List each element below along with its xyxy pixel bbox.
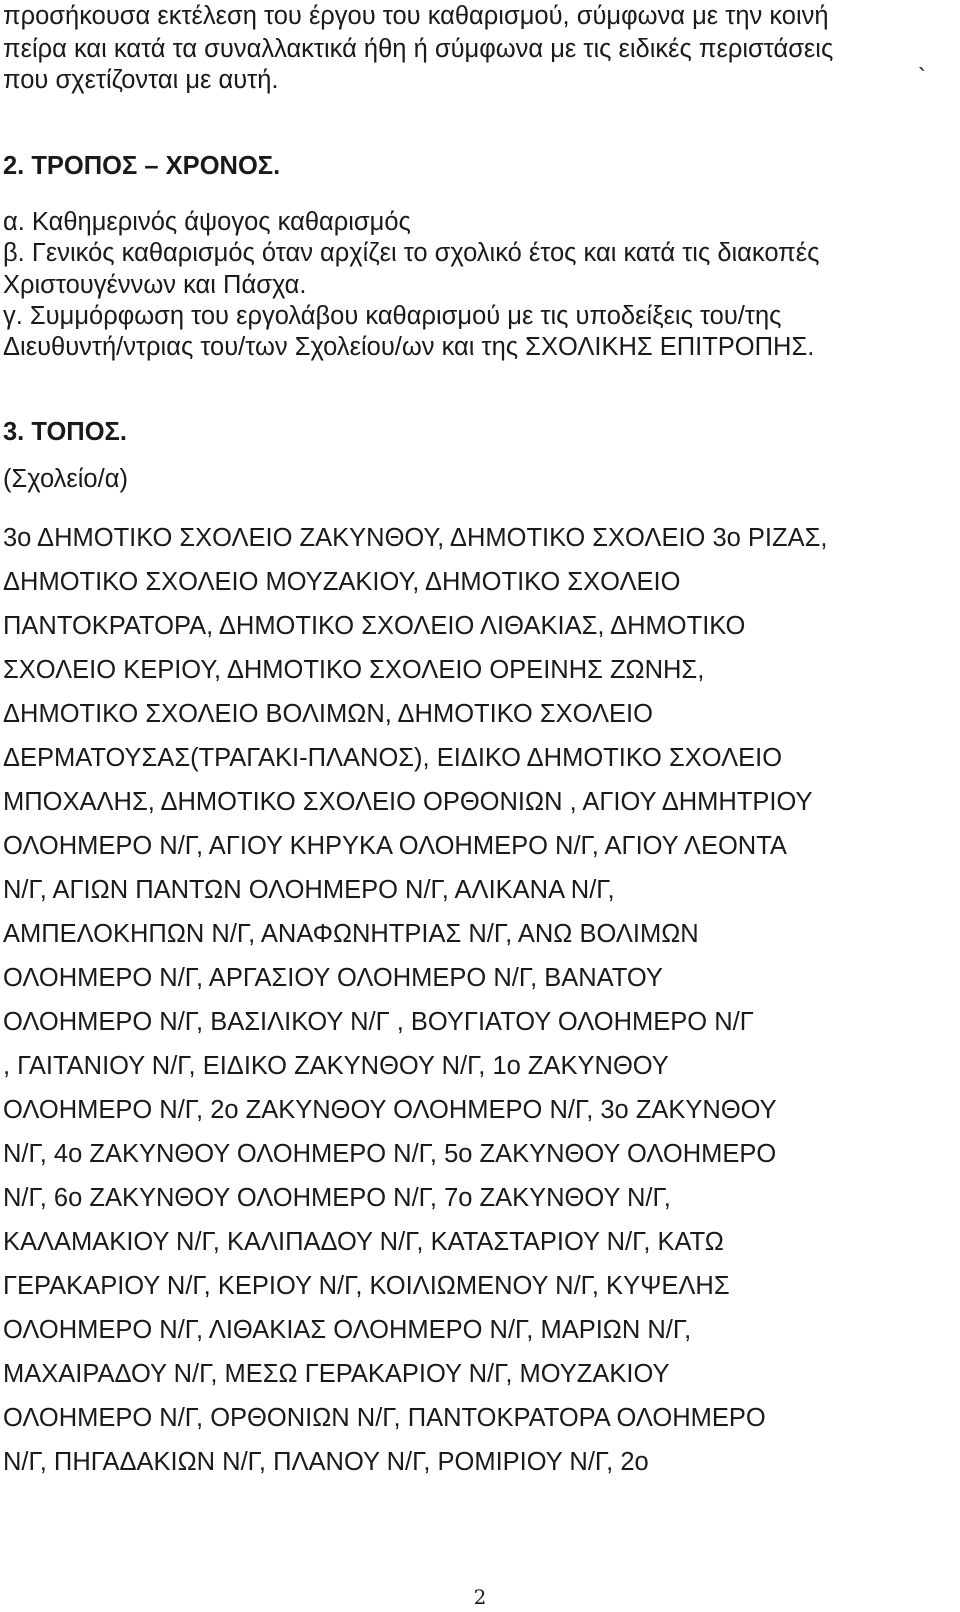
school-list-line: Ν/Γ, ΠΗΓΑΔΑΚΙΩΝ Ν/Γ, ΠΛΑΝΟΥ Ν/Γ, ΡΟΜΙΡΙΟΥ Ν/Γ, 2ο (3, 1448, 649, 1476)
school-list-line: , ΓΑΙΤΑΝΙΟΥ Ν/Γ, ΕΙΔΙΚΟ ΖΑΚΥΝΘΟΥ Ν/Γ, 1ο ΖΑΚΥΝΘΟΥ (3, 1052, 669, 1080)
intro-line-2: πείρα και κατά τα συναλλακτικά ήθη ή σύμφωνα με τις ειδικές περιστάσεις (3, 35, 834, 63)
school-list-line: ΑΜΠΕΛΟΚΗΠΩΝ Ν/Γ, ΑΝΑΦΩΝΗΤΡΙΑΣ Ν/Γ, ΑΝΩ ΒΟΛΙΜΩΝ (3, 920, 699, 948)
school-list-line: Ν/Γ, 6ο ΖΑΚΥΝΘΟΥ ΟΛΟΗΜΕΡΟ Ν/Γ, 7ο ΖΑΚΥΝΘΟΥ Ν/Γ, (3, 1184, 671, 1212)
school-list-line: ΜΑΧΑΙΡΑΔΟΥ Ν/Γ, ΜΕΣΩ ΓΕΡΑΚΑΡΙΟΥ Ν/Γ, ΜΟΥΖΑΚΙΟΥ (3, 1360, 670, 1388)
school-list-line: ΜΠΟΧΑΛΗΣ, ΔΗΜΟΤΙΚΟ ΣΧΟΛΕΙΟ ΟΡΘΟΝΙΩΝ , ΑΓΙΟΥ ΔΗΜΗΤΡΙΟΥ (3, 788, 813, 816)
section-2-line-1: α. Καθημερινός άψογος καθαρισμός (3, 208, 411, 236)
section-3-heading: 3. ΤΟΠΟΣ. (3, 418, 127, 446)
stray-mark: ` (918, 64, 926, 91)
school-list-line: ΟΛΟΗΜΕΡΟ Ν/Γ, ΛΙΘΑΚΙΑΣ ΟΛΟΗΜΕΡΟ Ν/Γ, ΜΑΡΙΩΝ Ν/Γ, (3, 1316, 692, 1344)
school-list-line: ΟΛΟΗΜΕΡΟ Ν/Γ, ΑΡΓΑΣΙΟΥ ΟΛΟΗΜΕΡΟ Ν/Γ, ΒΑΝΑΤΟΥ (3, 964, 663, 992)
school-list-line: ΣΧΟΛΕΙΟ ΚΕΡΙΟΥ, ΔΗΜΟΤΙΚΟ ΣΧΟΛΕΙΟ ΟΡΕΙΝΗΣ ΖΩΝΗΣ, (3, 656, 705, 684)
section-2-line-4: γ. Συμμόρφωση του εργολάβου καθαρισμού με τις υποδείξεις του/της (3, 302, 782, 330)
section-2-heading: 2. ΤΡΟΠΟΣ – ΧΡΟΝΟΣ. (3, 152, 281, 180)
school-list-line: ΔΗΜΟΤΙΚΟ ΣΧΟΛΕΙΟ ΜΟΥΖΑΚΙΟΥ, ΔΗΜΟΤΙΚΟ ΣΧΟΛΕΙΟ (3, 568, 681, 596)
school-list-line: 3ο ΔΗΜΟΤΙΚΟ ΣΧΟΛΕΙΟ ΖΑΚΥΝΘΟΥ, ΔΗΜΟΤΙΚΟ ΣΧΟΛΕΙΟ 3ο ΡΙΖΑΣ, (3, 524, 828, 552)
intro-line-3: που σχετίζονται με αυτή. (3, 66, 279, 94)
school-list-line: ΓΕΡΑΚΑΡΙΟΥ Ν/Γ, ΚΕΡΙΟΥ Ν/Γ, ΚΟΙΛΙΩΜΕΝΟΥ Ν/Γ, ΚΥΨΕΛΗΣ (3, 1272, 730, 1300)
section-3-subheading: (Σχολείο/α) (3, 465, 128, 493)
school-list-line: Ν/Γ, 4ο ΖΑΚΥΝΘΟΥ ΟΛΟΗΜΕΡΟ Ν/Γ, 5ο ΖΑΚΥΝΘΟΥ ΟΛΟΗΜΕΡΟ (3, 1140, 777, 1168)
intro-line-1: προσήκουσα εκτέλεση του έργου του καθαρισμού, σύμφωνα με την κοινή (3, 2, 829, 30)
school-list-line: ΟΛΟΗΜΕΡΟ Ν/Γ, 2ο ΖΑΚΥΝΘΟΥ ΟΛΟΗΜΕΡΟ Ν/Γ, 3ο ΖΑΚΥΝΘΟΥ (3, 1096, 777, 1124)
school-list-line: ΟΛΟΗΜΕΡΟ Ν/Γ, ΟΡΘΟΝΙΩΝ Ν/Γ, ΠΑΝΤΟΚΡΑΤΟΡΑ ΟΛΟΗΜΕΡΟ (3, 1404, 766, 1432)
page-number: 2 (473, 1585, 487, 1609)
section-2-line-3: Χριστουγέννων και Πάσχα. (3, 271, 307, 299)
school-list-line: ΔΕΡΜΑΤΟΥΣΑΣ(ΤΡΑΓΑΚΙ-ΠΛΑΝΟΣ), ΕΙΔΙΚΟ ΔΗΜΟΤΙΚΟ ΣΧΟΛΕΙΟ (3, 744, 783, 772)
school-list-line: ΔΗΜΟΤΙΚΟ ΣΧΟΛΕΙΟ ΒΟΛΙΜΩΝ, ΔΗΜΟΤΙΚΟ ΣΧΟΛΕΙΟ (3, 700, 653, 728)
school-list-line: ΟΛΟΗΜΕΡΟ Ν/Γ, ΑΓΙΟΥ ΚΗΡΥΚΑ ΟΛΟΗΜΕΡΟ Ν/Γ, ΑΓΙΟΥ ΛΕΟΝΤΑ (3, 832, 787, 860)
section-2-line-5: Διευθυντή/ντριας του/των Σχολείου/ων και της ΣΧΟΛΙΚΗΣ ΕΠΙΤΡΟΠΗΣ. (3, 333, 815, 361)
school-list-line: Ν/Γ, ΑΓΙΩΝ ΠΑΝΤΩΝ ΟΛΟΗΜΕΡΟ Ν/Γ, ΑΛΙΚΑΝΑ Ν/Γ, (3, 876, 615, 904)
school-list-line: ΠΑΝΤΟΚΡΑΤΟΡΑ, ΔΗΜΟΤΙΚΟ ΣΧΟΛΕΙΟ ΛΙΘΑΚΙΑΣ, ΔΗΜΟΤΙΚΟ (3, 612, 746, 640)
school-list-line: ΚΑΛΑΜΑΚΙΟΥ Ν/Γ, ΚΑΛΙΠΑΔΟΥ Ν/Γ, ΚΑΤΑΣΤΑΡΙΟΥ Ν/Γ, ΚΑΤΩ (3, 1228, 724, 1256)
school-list-line: ΟΛΟΗΜΕΡΟ Ν/Γ, ΒΑΣΙΛΙΚΟΥ Ν/Γ , ΒΟΥΓΙΑΤΟΥ ΟΛΟΗΜΕΡΟ Ν/Γ (3, 1008, 754, 1036)
section-2-line-2: β. Γενικός καθαρισμός όταν αρχίζει το σχολικό έτος και κατά τις διακοπές (3, 239, 820, 267)
